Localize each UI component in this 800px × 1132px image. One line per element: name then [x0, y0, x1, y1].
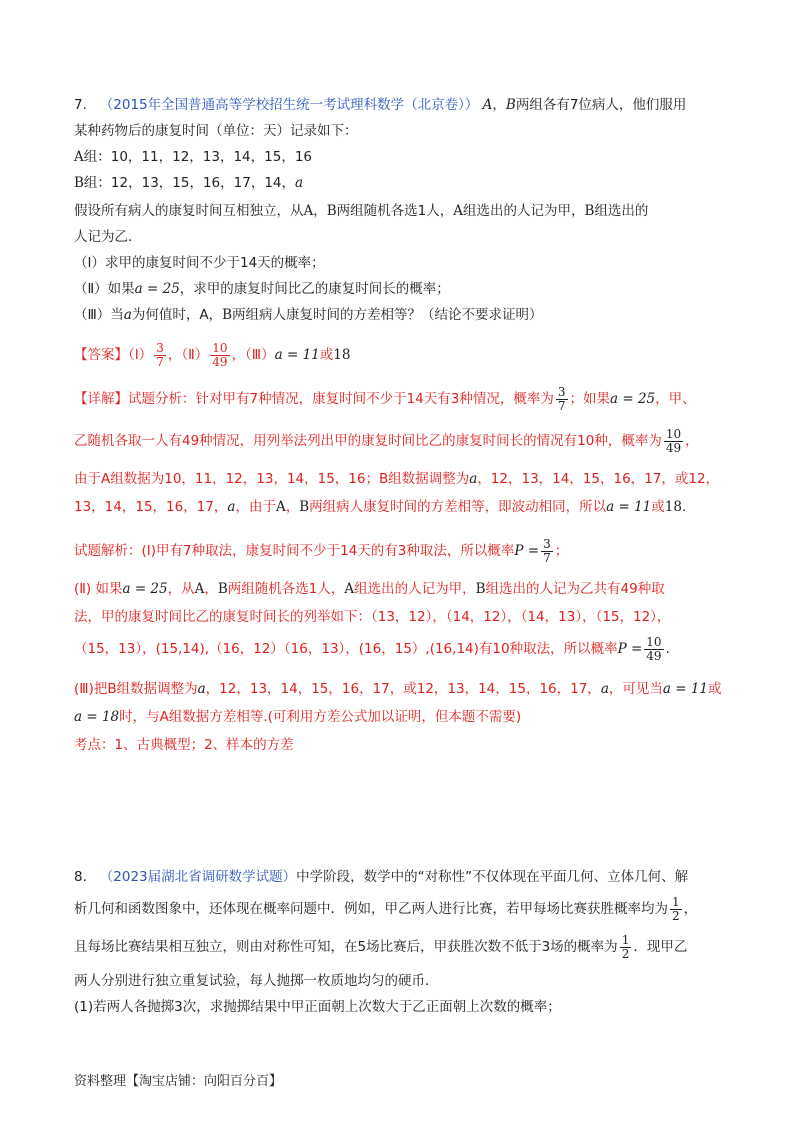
text: 组选出的: [594, 203, 649, 219]
answer-label: 【答案】: [74, 347, 128, 363]
var: B: [326, 203, 337, 219]
denominator: 2: [672, 908, 680, 923]
q8-line2: [74, 894, 760, 924]
text: 两组各有7位病人，他们服用: [515, 97, 687, 113]
q7-solution-5: [74, 678, 760, 700]
text: ，: [204, 581, 218, 597]
text: ，由于: [235, 499, 276, 515]
var: a: [197, 681, 206, 697]
q7-groupA: [74, 146, 760, 168]
q7-solution-1: [74, 536, 760, 566]
var: B: [475, 581, 486, 597]
fraction: [620, 934, 632, 961]
page-footer: 资料整理【淘宝店铺：向阳百分百】: [74, 1074, 283, 1089]
var-a: A: [482, 97, 493, 113]
denominator: 7: [156, 354, 164, 369]
text: 假设所有病人的康复时间互相独立，从: [74, 203, 304, 219]
q8-line5: (1)若两人各抛掷3次，求抛掷结果中甲正面朝上次数大于乙正面朝上次数的概率；: [74, 999, 561, 1015]
q7-part3: [74, 304, 760, 326]
text: （Ⅲ）当: [74, 307, 124, 323]
var: a: [227, 499, 236, 515]
var: A: [194, 581, 205, 597]
text: 或: [319, 347, 334, 363]
text: （Ⅱ）如果: [74, 281, 135, 297]
denominator: 49: [212, 354, 228, 369]
var: B: [299, 499, 310, 515]
var: B: [584, 203, 595, 219]
numerator: 1: [672, 894, 680, 909]
q7-part1: （Ⅰ）求甲的康复时间不少于14天的概率；: [74, 255, 325, 271]
equation: a = 18: [74, 709, 120, 725]
equation: 18: [333, 347, 351, 363]
q7-answer: [74, 340, 760, 370]
var: A: [453, 203, 464, 219]
fraction: [644, 636, 663, 663]
var: B: [222, 307, 233, 323]
var: A: [275, 499, 286, 515]
denominator: 49: [665, 440, 682, 455]
q8-line4: 两人分别进行独立重复试验，每人抛掷一枚质地均匀的硬币．: [74, 973, 439, 989]
text: 为何值时，A，: [131, 307, 223, 323]
var: A: [344, 581, 355, 597]
text: 两组病人康复时间的方差相等，即波动相同，所以: [309, 499, 607, 515]
text: ，甲、: [655, 391, 696, 407]
text: 组：12，13，15，16，17，14，: [83, 175, 295, 191]
q7-solution-3: 法，甲的康复时间比乙的康复时间长的列举如下：（13，12），（14，12），（14，13），（15，12），: [74, 609, 671, 625]
text: ；: [554, 543, 569, 559]
text: 中学阶段，数学中的“对称性”不仅体现在平面几何、立体几何、解: [296, 869, 689, 885]
denominator: 7: [557, 398, 566, 413]
fraction: [154, 342, 166, 369]
text: （Ⅰ）: [128, 347, 153, 363]
text: 组选出的人记为甲，: [463, 203, 585, 219]
q7-part2: [74, 278, 760, 300]
q7-kaodian: 考点：1、古典概型；2、样本的方差: [74, 737, 294, 753]
var: a: [600, 681, 609, 697]
text: (Ⅱ) 如果: [74, 581, 123, 597]
numerator: 3: [543, 536, 551, 551]
text: ，求甲的康复时间比乙的康复时间长的概率；: [179, 281, 450, 297]
equation: a = 11: [606, 499, 652, 515]
text: ，: [683, 901, 698, 917]
text: 且每场比赛结果相互独立，则由对称性可知，在5场比赛后，甲获胜次数不低于3场的概率为: [74, 939, 618, 955]
q7-detail-2: [74, 426, 760, 456]
question-number: 8.: [74, 869, 87, 885]
label: A: [74, 149, 84, 165]
var: B: [217, 581, 228, 597]
text: 时，与A组数据方差相等.(可利用方差公式加以证明，但本题不需要): [119, 709, 522, 725]
text: 13，14，15，16，17，: [74, 499, 228, 515]
text: 试题解析：(Ⅰ)甲有7种取法，康复时间不少于14天的有3种取法，所以概率: [74, 543, 515, 559]
text: ；如果: [569, 391, 610, 407]
var: a: [295, 175, 304, 191]
equation: a = 11: [662, 681, 708, 697]
numerator: 3: [557, 384, 566, 399]
text: 析几何和函数图象中，还体现在概率问题中．例如，甲乙两人进行比赛，若甲每场比赛获胜概率均为: [74, 901, 668, 917]
text: （15，13），(15,14),（16，12）（16，13），(16，15）,(16,14)有10种取法，所以概率: [74, 641, 618, 657]
text: 两组病人康复时间的方差相等？（结论不要求证明）: [232, 307, 543, 323]
numerator: 1: [621, 932, 630, 947]
q8-line3: [74, 932, 760, 962]
q7-detail-1: [74, 384, 760, 414]
equation: a = 25: [122, 581, 168, 597]
var: a: [123, 307, 132, 323]
text: ，可见当: [608, 681, 663, 697]
text: 或: [651, 499, 665, 515]
text: 两组随机各选1人，: [227, 581, 345, 597]
detail-label: 【详解】: [74, 391, 128, 407]
q7-solution-4: [74, 634, 760, 664]
equation: a = 25: [134, 281, 180, 297]
text: ，（Ⅱ）: [167, 347, 209, 363]
text: 组选出的人记为甲，: [354, 581, 476, 597]
q7-assume-2: 人记为乙．: [74, 229, 142, 245]
text: ，从: [167, 581, 195, 597]
var: a: [469, 471, 478, 487]
q7-detail-3: [74, 468, 760, 490]
text: ，: [313, 203, 327, 219]
fraction: [664, 428, 683, 455]
text: 或: [708, 681, 722, 697]
fraction: [556, 386, 568, 413]
text: ．现甲乙: [633, 939, 688, 955]
numerator: 10: [646, 634, 662, 649]
text: .: [665, 641, 670, 657]
text: ，12，13，14，15，16，17，或12，13，14，15，16，17，: [205, 681, 601, 697]
text: ，: [685, 433, 699, 449]
text: 由于A组数据为10，11，12，13，14，15，16；B组数据调整为: [74, 471, 470, 487]
text: ，12，13，14，15，16，17，或12，: [477, 471, 720, 487]
equation: a = 11: [274, 347, 320, 363]
text: .: [681, 499, 687, 515]
text: ，（Ⅲ）: [231, 347, 275, 363]
equation: a = 25: [610, 391, 656, 407]
denominator: 49: [646, 648, 662, 663]
q7-groupB: [74, 172, 760, 194]
q8-line1: [74, 866, 760, 888]
question-source: （2023届湖北省调研数学试题）: [99, 869, 297, 885]
question-number: 7.: [74, 97, 87, 113]
text: 乙随机各取一人有49种情况，用列举法列出甲的康复时间比乙的康复时间长的情况有10种，概率为: [74, 433, 662, 449]
numerator: 10: [665, 426, 682, 441]
text: 组选出的人记为乙共有49种取: [485, 581, 665, 597]
q7-detail-4: [74, 496, 760, 518]
equation: P =: [617, 641, 643, 657]
text: ，: [285, 499, 300, 515]
fraction: [670, 896, 682, 923]
denominator: 2: [621, 946, 630, 961]
numerator: 10: [212, 340, 228, 355]
q7-solution-2: [74, 578, 760, 600]
var: A: [303, 203, 314, 219]
denominator: 7: [543, 550, 551, 565]
fraction: [541, 538, 553, 565]
numerator: 3: [156, 340, 164, 355]
q7-line1: 7. （2015年全国普通高等学校招生统一考试理科数学（北京卷）） A，B两组各有7位病人，他们服用: [74, 97, 687, 113]
text: 组：10，11，12，13，14，15，16: [83, 149, 312, 165]
q7-assume-1: [74, 200, 760, 222]
label: B: [74, 175, 84, 191]
text: 试题分析：针对甲有7种情况，康复时间不少于14天有3种情况，概率为: [128, 391, 554, 407]
text: (Ⅲ)把B组数据调整为: [74, 681, 198, 697]
text: 两组随机各选1人，: [336, 203, 454, 219]
equation: 18: [664, 499, 682, 515]
var-b: B: [505, 97, 516, 113]
q7-line2: 某种药物后的康复时间（单位：天）记录如下：: [74, 123, 358, 139]
q7-solution-6: [74, 706, 760, 728]
question-source: （2015年全国普通高等学校招生统一考试理科数学（北京卷））: [99, 97, 479, 113]
fraction: [210, 342, 229, 369]
equation: P =: [514, 543, 540, 559]
